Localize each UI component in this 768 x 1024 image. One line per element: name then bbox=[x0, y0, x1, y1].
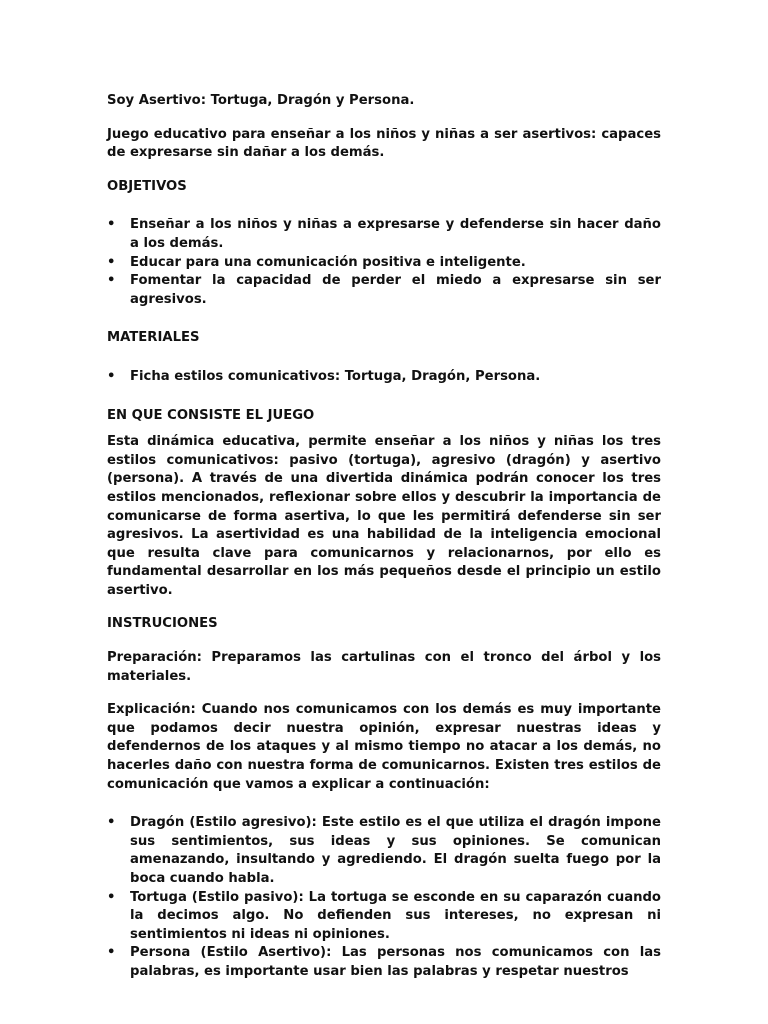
bullet-icon: • bbox=[107, 945, 116, 961]
explicacion-paragraph: Explicación: Cuando nos comunicamos con los demás es muy importante que podamos decir nuestra opinión, expresar nuestras ideas y defendernos de los ataques y al mismo tiempo no atacar a los demás, no hacerles daño con nuestra forma de comunicarnos. Existen tres estilos de comunicación que vamos a explicar a continuación: bbox=[107, 702, 661, 792]
objetivos-heading: OBJETIVOS bbox=[107, 178, 187, 194]
list-item bbox=[107, 889, 661, 945]
list-item-text: Tortuga (Estilo pasivo): La tortuga se esconde en su caparazón cuando la decimos algo. No defienden sus intereses, no expresan ni sentimientos ni ideas ni opiniones. bbox=[130, 889, 661, 942]
objetivos-list bbox=[107, 216, 661, 309]
list-item bbox=[107, 368, 661, 387]
bullet-icon: • bbox=[107, 368, 116, 384]
list-item-text: Ficha estilos comunicativos: Tortuga, Dragón, Persona. bbox=[130, 368, 541, 384]
intro-paragraph: Juego educativo para enseñar a los niños y niñas a ser asertivos: capaces de expresarse sin dañar a los demás. bbox=[107, 126, 661, 161]
bullet-icon: • bbox=[107, 815, 116, 831]
list-item bbox=[107, 216, 661, 253]
list-item bbox=[107, 254, 661, 273]
estilos-list bbox=[107, 814, 661, 981]
list-item bbox=[107, 814, 661, 888]
bullet-icon: • bbox=[107, 217, 116, 233]
list-item-text: Fomentar la capacidad de perder el miedo a expresarse sin ser agresivos. bbox=[130, 273, 661, 307]
list-item-text: Enseñar a los niños y niñas a expresarse y defenderse sin hacer daño a los demás. bbox=[130, 217, 661, 251]
document-title: Soy Asertivo: Tortuga, Dragón y Persona. bbox=[107, 93, 415, 108]
list-item-text: Dragón (Estilo agresivo): Este estilo es el que utiliza el dragón impone sus sentimientos, sus ideas y sus opiniones. Se comunican amenazando, insultando y agrediendo. El dragón suelta fuego por la boca cuando habla. bbox=[130, 815, 661, 886]
materiales-list bbox=[107, 368, 661, 387]
list-item-text: Persona (Estilo Asertivo): Las personas nos comunicamos con las palabras, es importante usar bien las palabras y respetar nuestros bbox=[130, 945, 661, 979]
list-item bbox=[107, 944, 661, 981]
list-item-text: Educar para una comunicación positiva e inteligente. bbox=[130, 254, 526, 270]
materiales-heading: MATERIALES bbox=[107, 330, 200, 346]
instrucciones-heading: INSTRUCIONES bbox=[107, 616, 218, 632]
document-page bbox=[107, 92, 661, 982]
bullet-icon: • bbox=[107, 273, 116, 289]
bullet-icon: • bbox=[107, 889, 116, 905]
preparacion-paragraph: Preparación: Preparamos las cartulinas con el tronco del árbol y los materiales. bbox=[107, 650, 661, 684]
consiste-paragraph: Esta dinámica educativa, permite enseñar a los niños y niñas los tres estilos comunicativos: pasivo (tortuga), agresivo (dragón) y asertivo (persona). A través de una divertida dinámica podrán conocer los tres estilos mencionados, reflexionar sobre ellos y descubrir la importancia de comunicarse de forma asertiva, lo que les permitirá defenderse sin ser agresivos. La asertividad es una habilidad de la inteligencia emocional que resulta clave para comunicarnos y relacionarnos, por ello es fundamental desarrollar en los más pequeños desde el principio un estilo asertivo. bbox=[107, 434, 661, 598]
consiste-heading: EN QUE CONSISTE EL JUEGO bbox=[107, 407, 315, 423]
bullet-icon: • bbox=[107, 254, 116, 270]
list-item bbox=[107, 272, 661, 309]
